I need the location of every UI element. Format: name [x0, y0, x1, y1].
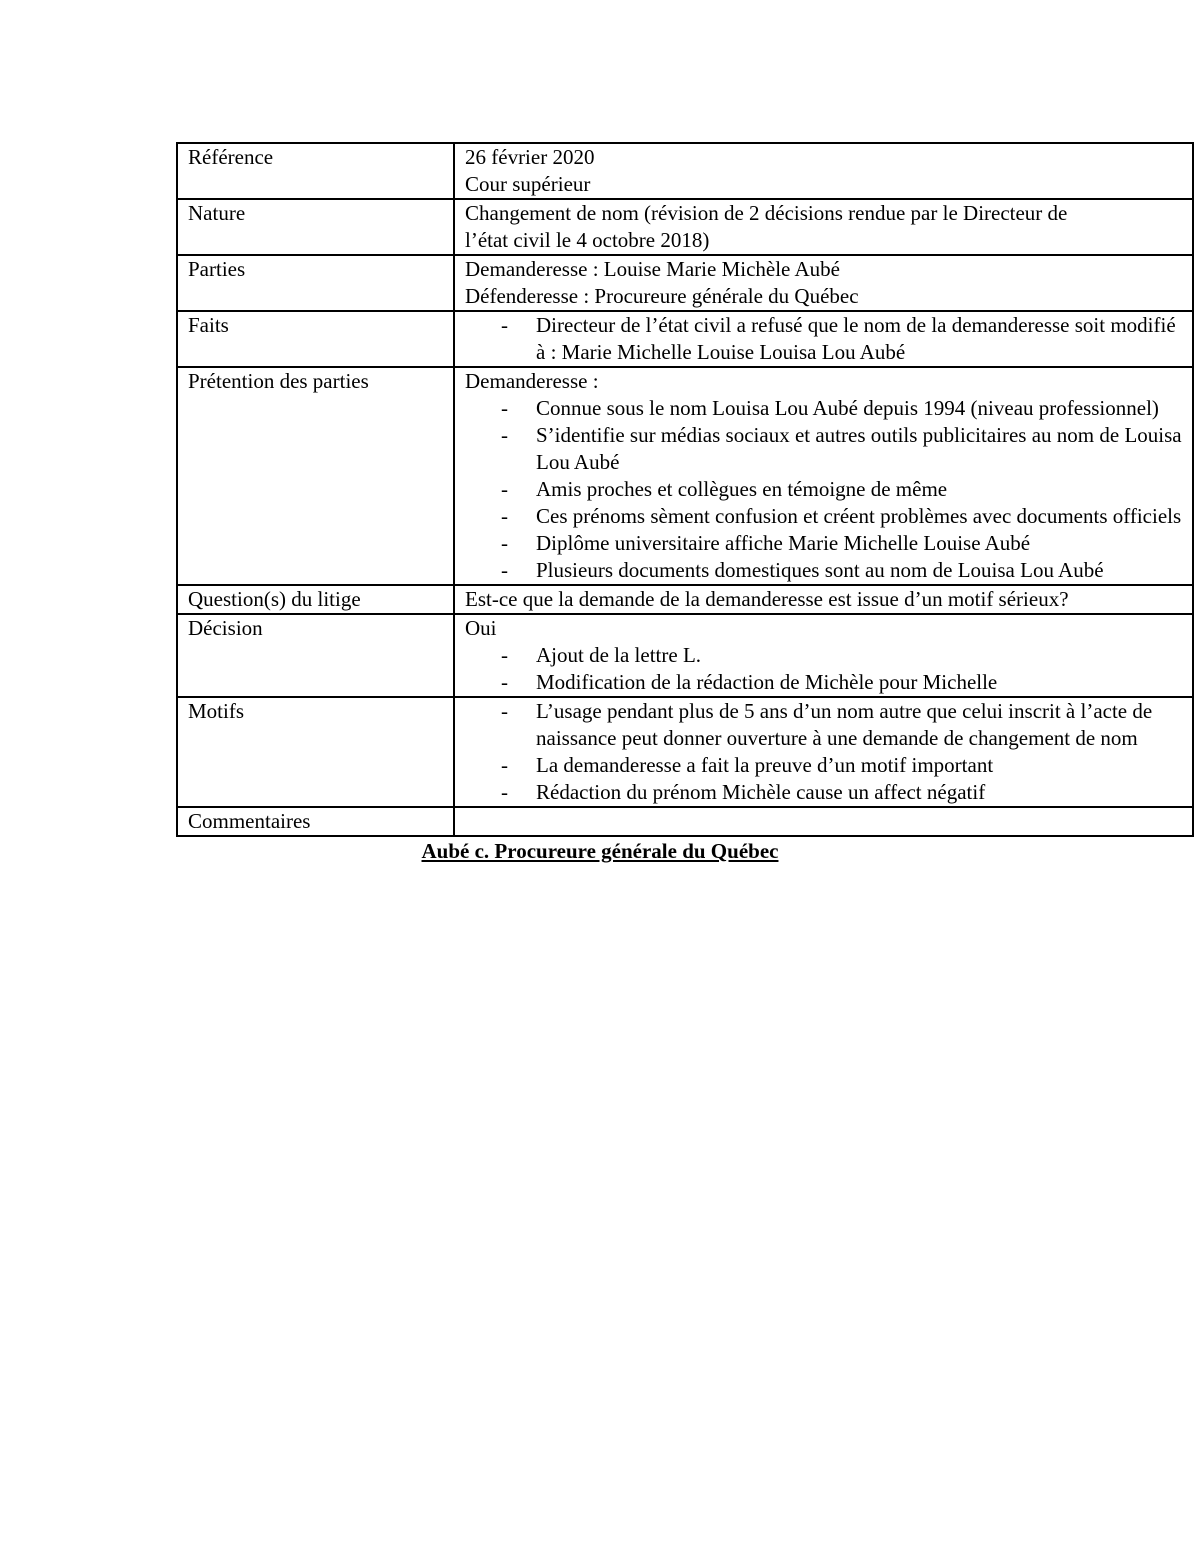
motifs-item-text: La demanderesse a fait la preuve d’un motif important: [536, 753, 994, 777]
row-nature: [177, 199, 1193, 255]
label-reference: Référence: [177, 143, 454, 199]
dash-bullet: -: [501, 558, 508, 582]
row-commentaires: [177, 807, 1193, 836]
decision-list: [465, 642, 1186, 696]
pretention-item-text: Amis proches et collègues en témoigne de même: [536, 477, 948, 501]
row-decision: [177, 614, 1193, 697]
row-parties: [177, 255, 1193, 311]
label-faits: Faits: [177, 311, 454, 367]
value-reference: [454, 143, 1193, 199]
row-faits: [177, 311, 1193, 367]
case-summary-table: [176, 142, 1194, 837]
decision-intro: Oui: [465, 616, 497, 640]
label-nature: Nature: [177, 199, 454, 255]
row-reference: [177, 143, 1193, 199]
dash-bullet: -: [501, 643, 508, 667]
dash-bullet: -: [501, 396, 508, 420]
value-question: Est-ce que la demande de la demanderesse est issue d’un motif sérieux?: [454, 585, 1193, 614]
pretention-item-text: Diplôme universitaire affiche Marie Michelle Louise Aubé: [536, 531, 1031, 555]
value-decision: [454, 614, 1193, 697]
list-item: [465, 395, 1186, 422]
list-item: [465, 779, 1186, 806]
label-decision: Décision: [177, 614, 454, 697]
case-title: Aubé c. Procureure générale du Québec: [421, 839, 779, 863]
pretention-item-text: Ces prénoms sèment confusion et créent problèmes avec documents officiels: [536, 504, 1182, 528]
label-question: Question(s) du litige: [177, 585, 454, 614]
dash-bullet: -: [501, 423, 508, 447]
motifs-item-text: Rédaction du prénom Michèle cause un affect négatif: [536, 780, 986, 804]
dash-bullet: -: [501, 780, 508, 804]
faits-item-text: Directeur de l’état civil a refusé que le nom de la demanderesse soit modifié à : Marie Michelle Louise Louisa Lou Aubé: [536, 313, 1176, 364]
value-commentaires: [454, 807, 1193, 836]
reference-court: Cour supérieur: [465, 172, 591, 196]
list-item: [465, 752, 1186, 779]
row-question: [177, 585, 1193, 614]
pretention-intro: Demanderesse :: [465, 369, 599, 393]
list-item: [465, 698, 1186, 752]
list-item: [465, 503, 1186, 530]
defendant: Défenderesse : Procureure générale du Québec: [465, 284, 859, 308]
list-item: [465, 422, 1186, 476]
reference-date: 26 février 2020: [465, 145, 595, 169]
list-item: [465, 669, 1186, 696]
label-motifs: Motifs: [177, 697, 454, 807]
row-pretention: [177, 367, 1193, 585]
pretention-item-text: S’identifie sur médias sociaux et autres outils publicitaires au nom de Louisa Lou Aubé: [536, 423, 1182, 474]
dash-bullet: -: [501, 477, 508, 501]
plaintiff: Demanderesse : Louise Marie Michèle Aubé: [465, 257, 840, 281]
motifs-list: [465, 698, 1186, 806]
faits-list: [465, 312, 1186, 366]
pretention-item-text: Plusieurs documents domestiques sont au nom de Louisa Lou Aubé: [536, 558, 1104, 582]
dash-bullet: -: [501, 699, 508, 723]
value-faits: [454, 311, 1193, 367]
motifs-item-text: L’usage pendant plus de 5 ans d’un nom autre que celui inscrit à l’acte de naissance peut donner ouverture à une demande de changement de nom: [536, 699, 1153, 750]
list-item: [465, 642, 1186, 669]
label-pretention: Prétention des parties: [177, 367, 454, 585]
list-item: [465, 530, 1186, 557]
dash-bullet: -: [501, 504, 508, 528]
decision-item-text: Ajout de la lettre L.: [536, 643, 702, 667]
value-nature: [454, 199, 1193, 255]
value-pretention: [454, 367, 1193, 585]
row-motifs: [177, 697, 1193, 807]
label-parties: Parties: [177, 255, 454, 311]
list-item: [465, 476, 1186, 503]
list-item: [465, 557, 1186, 584]
dash-bullet: -: [501, 753, 508, 777]
value-motifs: [454, 697, 1193, 807]
label-commentaires: Commentaires: [177, 807, 454, 836]
pretention-list: [465, 395, 1186, 584]
value-parties: [454, 255, 1193, 311]
dash-bullet: -: [501, 531, 508, 555]
pretention-item-text: Connue sous le nom Louisa Lou Aubé depuis 1994 (niveau professionnel): [536, 396, 1159, 420]
decision-item-text: Modification de la rédaction de Michèle pour Michelle: [536, 670, 998, 694]
nature-line: l’état civil le 4 octobre 2018): [465, 228, 710, 252]
dash-bullet: -: [501, 313, 508, 337]
dash-bullet: -: [501, 670, 508, 694]
nature-line: Changement de nom (révision de 2 décisions rendue par le Directeur de: [465, 201, 1068, 225]
list-item: [465, 312, 1186, 366]
